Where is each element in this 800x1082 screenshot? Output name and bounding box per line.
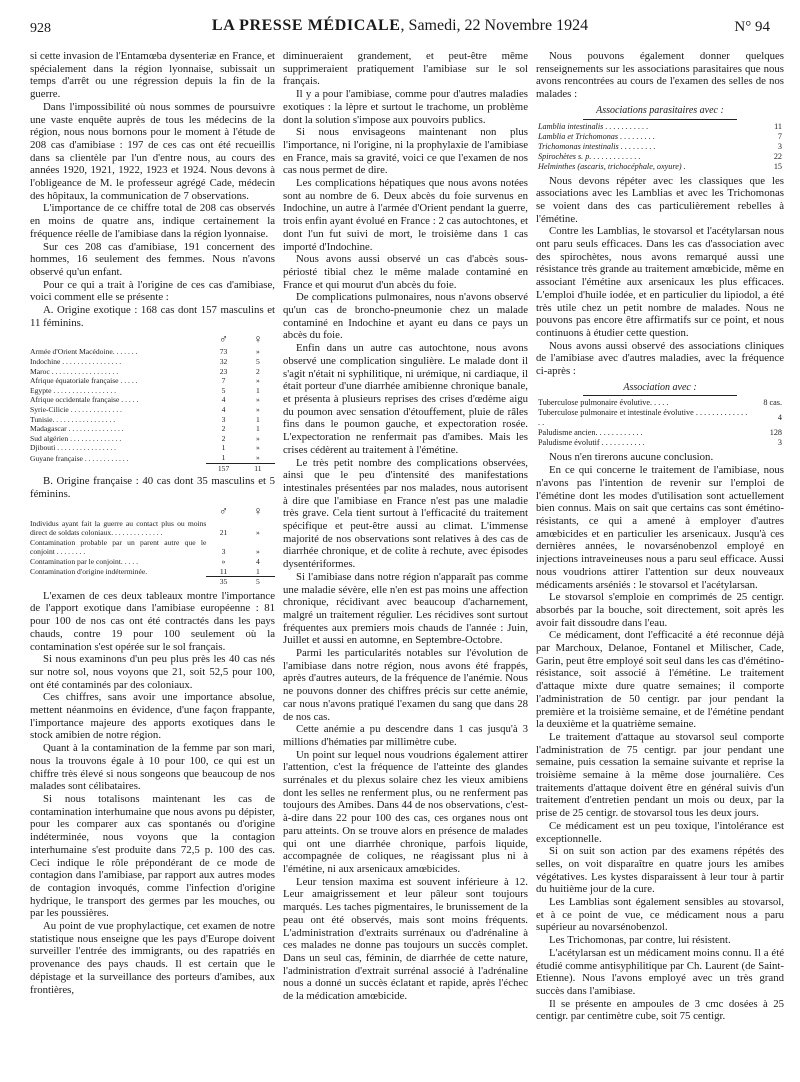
paragraph: Il se présente en ampoules de 3 cmc dosées à 25 centigr. par centimètre cube, soit 75 centigr. — [536, 997, 784, 1023]
paragraph: Pour ce qui a trait à l'origine de ces cas d'amibiase, voici comment elle se présente : — [30, 278, 275, 304]
table-row: Individus ayant fait la guerre au contact plus ou moins direct de soldats coloniaux. . . . . . . . . . . . . . 21 » — [30, 518, 260, 538]
issue-number: N° 94 — [734, 19, 770, 35]
column-2 — [283, 50, 528, 1003]
paragraph: Les Trichomonas, par contre, lui résistent. — [549, 934, 731, 947]
paragraph: Contre les Lamblias, le stovarsol et l'acétylarsan nous ont paru seuls efficaces. Dans les cas d'association avec des spirochètes, nous avons remarqué aussi une résistance très grande au traitement amœbicide, même en associant l'émétine aux arsenicaux les plus efficaces. L'emploi d'huile iodée, et en particulier du lipiodol, a été très utile chez un petit nombre de malades. Nous ne pouvons pas encore être affirmatifs sur ce point, et nous continuons à étudier cette question. — [536, 225, 784, 339]
paragraph: Nous avons aussi observé un cas d'abcès sous-périosté tibial chez le même malade contaminé en France et qui mourut d'un abcès du foie. — [283, 253, 528, 291]
clinical-table-title: Association avec : — [623, 381, 697, 393]
table-row: Sud algérien . . . . . . . . . . . . . . 2 » — [30, 433, 260, 443]
page-number: 928 — [30, 21, 51, 36]
column-1 — [30, 50, 275, 996]
section-a-heading: A. Origine exotique : 168 cas dont 157 masculins et 11 féminins. — [30, 304, 275, 329]
paragraph: Ce médicament, dont l'efficacité a été reconnue déjà par Marchoux, Delanoe, Fontanel et Milischer, Cade, Garin, peut être employé soit seul dans les cas d'émétino-résistance, soit associé à l'émétine. Le traitement d'attaque mixte dure quatre semaines; il comporte l'administration de 50 centigr. par jour pendant la première et la troisième semaine, et de l'émétine pendant la deuxième et la quatrième semaine. — [536, 629, 784, 731]
table-row: Contamination par le conjoint. . . . . » 4 — [30, 556, 260, 566]
page-header — [30, 5, 770, 41]
paragraph: Le très petit nombre des complications observées, ainsi que le peu d'intensité des manifestations intestinales présentées par nos malades, nous autorisent à dire que l'amibiase en France n'est pas une maladie très grave. Cela tient surtout à l'efficacité du traitement spécifique et peut-être aussi au climat. L'immense majorité de nos observations sont relatives à des cas de diarrhée chronique, et de colite à rechute, avec épisodes dysentériformes. — [283, 456, 528, 571]
paragraph: Dans l'impossibilité où nous sommes de poursuivre une vaste enquête auprès de tous les médecins de la région, nous nous bornons pour le moment à l'étude de 208 cas d'amibiase : 197 de ces cas ont été recueillis dans sa clientèle par l'un d'entre nous, au cours des années 1920, 1921, 1922, 1923 et 1924. Nous devons à l'obligeance de M. le professeur agrégé Cade, médecin des hôpitaux, la communication de 7 observations. — [30, 100, 275, 202]
table-row: Tunisie. . . . . . . . . . . . . . . . . 3 1 — [30, 414, 260, 424]
table-row: Guyane française . . . . . . . . . . . . 1 » — [30, 453, 260, 463]
paragraph: En ce qui concerne le traitement de l'amibiase, nous n'avons pas l'intention de revenir sur l'emploi de l'émétine dont les modes d'utilisation sont actuellement bien connus. Mais on sait que certains cas sont émétino-résistants, ce qui a amené à employer d'autres amœbicides et en particulier les arsenicaux. Jusqu'à ces dernières années, le novarsénobenzol employé en injections intraveineuses nous a paru seul efficace. Aussi nous voudrions attirer l'attention sur deux nouveaux médicaments arséniés : le stovarsol et l'acétylarsan. — [536, 464, 784, 591]
paragraph: Ces chiffres, sans avoir une importance absolue, mettent néanmoins en évidence, d'une façon frappante, l'importance majeure des apports exotiques dans le stock amibien de notre région. — [30, 691, 275, 742]
paragraph: Si on suit son action par des examens répétés des selles, on voit disparaître en quatre jours les amibes végétatives. Les kystes disparaissent à leur tour à partir du huitième jour de la cure. — [536, 845, 784, 896]
paragraph: Les Lamblias sont également sensibles au stovarsol, et à ce point de vue, ce médicament nous a paru supérieur au novarsénobenzol. — [536, 896, 784, 934]
paragraph: Le stovarsol s'emploie en comprimés de 25 centigr. absorbés par la bouche, soit directement, soit après les avoir fait dissoudre dans l'eau. — [536, 591, 784, 629]
table-row: Afrique occidentale française . . . . . 4 » — [30, 395, 260, 405]
clinical-associations-table — [536, 398, 784, 448]
paragraph: Nous n'en tirerons aucune conclusion. — [549, 451, 714, 464]
table-row: Djibouti . . . . . . . . . . . . . . . . 1 » — [30, 443, 260, 453]
female-symbol: ♀ — [253, 503, 263, 518]
paragraph: L'examen de ces deux tableaux montre l'importance de l'apport exotique dans l'amibiase européenne : 81 pour 100 de nos cas ont été contractés dans les pays chauds, contre 19 pour 100 seulement où la contamination s'est opérée sur le sol français. — [30, 589, 275, 653]
paragraph: Ce médicament est un peu toxique, l'intolérance est exceptionnelle. — [536, 819, 784, 845]
paragraph: Enfin dans un autre cas autochtone, nous avons observé une complication singulière. Le malade dont il s'agit n'était ni syphilitique, ni urémique, ni cardiaque, il était porteur d'une diarrhée amibienne chronique banale, et présenta à plusieurs reprises des crises d'œdème aigu du poumon avec sensation d'étouffement, pluie de râles fins dans le poumon gauche, et expectoration rosée. L'expectoration ne renfermait pas d'amibes. Mais les crises cédèrent au traitement à l'émétine. — [283, 342, 528, 456]
table-row: Contamination d'origine indéterminée. 11 1 — [30, 566, 260, 577]
table-row: Armée d'Orient Macédoine. . . . . . . 73 » — [30, 347, 260, 357]
paragraph: Au point de vue prophylactique, cet examen de notre statistique nous enseigne que les pays d'Europe doivent surveiller l'entrée des immigrants, ou des rapatriés en provenance des pays chauds. Il est certain que le dépistage et la surveillance des porteurs d'amibes, aux frontières, — [30, 920, 275, 996]
table-row: Spirochètes s. p. . . . . . . . . . . . . 22 — [538, 151, 782, 161]
male-symbol: ♂ — [219, 332, 229, 347]
issue-date: , Samedi, 22 Novembre 1924 — [400, 17, 589, 34]
table-row: Egypte . . . . . . . . . . . . . . . . . 5 1 — [30, 385, 260, 395]
male-symbol: ♂ — [219, 503, 229, 518]
table-row: Syrie-Cilicie . . . . . . . . . . . . . . 4 » — [30, 405, 260, 415]
table-row: Tuberculose pulmonaire et intestinale évolutive . . . . . . . . . . . . . . . 4 — [538, 408, 782, 428]
paragraph: Nous pouvons également donner quelques renseignements sur les associations parasitaires que nous avons rencontrées au cours de l'examen des selles de nos malades : — [536, 50, 784, 101]
paragraph: De complications pulmonaires, nous n'avons observé qu'un cas de broncho-pneumonie chez un malade contaminé en Indochine et ayant eu dans ce pays un abcès du foie. — [283, 291, 528, 342]
paragraph: L'importance de ce chiffre total de 208 cas observés en moins de quatre ans, indique certainement la fréquence réelle de l'amibiase dans la région lyonnaise. — [30, 202, 275, 240]
table-row: Contamination probable par un parent autre que le conjoint . . . . . . . . 3 » — [30, 537, 260, 557]
paragraph: Nous avons aussi observé des associations cliniques de l'amibiase avec d'autres maladies, avec la fréquence ci-après : — [536, 339, 784, 378]
table-row: Maroc . . . . . . . . . . . . . . . . . . 23 2 — [30, 366, 260, 376]
table-row: Madagascar . . . . . . . . . . . . . . . 2 1 — [30, 424, 260, 434]
paragraph: Parmi les particularités notables sur l'évolution de l'amibiase dans notre région, nous avons été frappés, après d'autres auteurs, de la fréquence de l'anémie. Nous ne pouvons donner des chiffres précis sur cette anémie, car nous n'avons pratiqué l'examen du sang que dans 28 de nos cas. — [283, 647, 528, 723]
table-french-origin — [30, 503, 275, 587]
column-3 — [536, 50, 784, 1023]
table-row: Paludisme évolutif . . . . . . . . . . . 3 — [538, 438, 782, 448]
paragraph: Le traitement d'attaque au stovarsol seul comporte l'administration de 75 centigr. par jour pendant une semaine, puis cessation la semaine suivante et reprise la troisième semaine à la même dose journalière. Ces traitements d'attaque doivent être en général suivis d'un traitement d'entretien pendant un mois ou deux, par la prise de 25 centigr. de stovarsol tous les deux jours. — [536, 730, 784, 820]
table-total-row: 35 5 — [30, 577, 275, 587]
paragraph: Les complications hépatiques que nous avons notées sont au nombre de 6. Deux abcès du foie survenus en Indochine, un autre à l'armée d'Orient pendant la guerre, trois enfin ayant évolué en France : 2 cas autochtones, et dont l'un fut suivi de mort, le troisième dans 1 cas importé d'Indochine. — [283, 177, 528, 253]
table-row: Helminthes (ascaris, trichocéphale, oxyure) . 15 — [538, 161, 782, 171]
divider — [583, 119, 737, 120]
parasite-associations-table — [536, 122, 784, 172]
table-row: Afrique équatoriale française . . . . . 7 » — [30, 376, 260, 386]
table-row: Lamblia intestinalis . . . . . . . . . . . 11 — [538, 121, 782, 131]
table-row: Trichomonas intestinalis . . . . . . . . . 3 — [538, 141, 782, 151]
paragraph: Leur tension maxima est souvent inférieure à 12. Leur amaigrissement et leur pâleur sont toujours marqués. Les taches pigmentaires, le brunissement de la peau ont été observés, mais sont moins fréquents. L'administration d'extraits surrénaux ou d'adrénaline à ces malades ne donne pas toujours un succès complet. Dans un seul cas, féminin, de diarrhée de cette nature, l'administration d'extrait surrénal associé à l'adrénaline nous a donné un succès éclatant et rapide, après l'échec de la médication amœbicide. — [283, 875, 528, 1003]
paragraph: Un point sur lequel nous voudrions également attirer l'attention, c'est la fréquence de l'atteinte des glandes surrénales et du plexus solaire chez les vieux amibiens dont les selles ne renferment plus, ou ne renferment pas toujours des Amibes. Dans 44 de nos observations, c'est-à-dire dans 22 pour 100 des cas, ces organes nous ont paru atteints. On se trouve alors en présence de malades qui ont une diarrhée chronique, parfois liquide, accompagnée de coliques, ne réagissant plus ni à l'émétine, ni aux arsenicaux amœbicides. — [283, 748, 528, 875]
table-row: Lamblia et Trichomonas . . . . . . . . . 7 — [538, 131, 782, 141]
journal-name: LA PRESSE MÉDICALE — [211, 17, 401, 34]
paragraph: Si nous examinons d'un peu plus près les 40 cas nés sur notre sol, nous voyons que 21, soit 52,5 pour 100, ont été contaminés par des coloniaux. — [30, 653, 275, 691]
paragraph: si cette invasion de l'Entamœba dysenteriæ en France, et spécialement dans la région lyonnaise, subissait un temps d'arrêt ou une régression depuis la fin de la guerre. — [30, 50, 275, 101]
female-symbol: ♀ — [253, 332, 263, 347]
paragraph: Si nous totalisons maintenant les cas de contamination interhumaine que nous avons pu dépister, pour les comparer aux cas spontanés ou d'origine indéterminée, nous voyons que la contagion interhumaine s'est produite dans 72,5 p. 100 des cas. Ceci indique le rôle prépondérant de ce mode de contagion dans l'amibiase, par rapport aux autres modes de contagion invoqués, comme l'infection d'origine hydrique, le transport des germes par les mouches, ou par les poussières. — [30, 793, 275, 920]
section-b-heading: B. Origine française : 40 cas dont 35 masculins et 5 féminins. — [30, 475, 275, 500]
table-row: Paludisme ancien. . . . . . . . . . . . 128 — [538, 428, 782, 438]
table-total-row: 157 11 — [30, 463, 275, 473]
paragraph: Sur ces 208 cas d'amibiase, 191 concernent des hommes, 16 seulement des femmes. Nous n'avons observé qu'un enfant. — [30, 240, 275, 278]
paragraph: Si l'amibiase dans notre région n'apparaît pas comme une maladie sévère, elle n'en est pas moins une affection chronique, récidivant avec beaucoup d'acharnement, malgré un traitement régulier. Les récidives sont surtout fréquentes aux premiers mois chauds de l'année : Juin, Juillet et aussi en automne, en Septembre-Octobre. — [283, 570, 528, 647]
paragraph: Il y a pour l'amibiase, comme pour d'autres maladies exotiques : la lèpre et surtout le trachome, un problème dont la solution s'impose aux pouvoirs publics. — [283, 88, 528, 126]
paragraph: Si nous envisageons maintenant non plus l'importance, ni l'origine, ni la prophylaxie de l'amibiase en France, mais sa gravité, voici ce que l'examen de nos cas nous permet de dire. — [283, 126, 528, 177]
table-row: Indochine . . . . . . . . . . . . . . . . 32 5 — [30, 357, 260, 367]
table-exotic-origin — [30, 331, 275, 473]
paragraph: L'acétylarsan est un médicament moins connu. Il a été étudié comme antisyphilitique par Ch. Laurent (de Saint-Etienne). Nous l'avons employé avec un très grand succès dans l'amibiase. — [536, 946, 784, 997]
paragraph: Quant à la contamination de la femme par son mari, nous la trouvons égale à 10 pour 100, ce qui est un chiffre très élevé si nous songeons que beaucoup de nos malades sont célibataires. — [30, 742, 275, 793]
paragraph: diminueraient grandement, et peut-être même supprimeraient pratiquement l'amibiase sur le sol français. — [283, 50, 528, 88]
table-row: Tuberculose pulmonaire évolutive. . . . . 8 cas. — [538, 398, 782, 408]
divider — [583, 395, 737, 396]
paragraph: Cette anémie a pu descendre dans 1 cas jusqu'à 3 millions d'hématies par millimètre cube. — [283, 723, 528, 748]
journal-header — [30, 17, 770, 35]
paragraph: Nous devons répéter avec les classiques que les associations avec les Lamblias et avec les Trichomonas se voient dans des cas particulièrement rebelles à l'émétine. — [536, 174, 784, 225]
parasite-table-title: Associations parasitaires avec : — [596, 104, 724, 116]
